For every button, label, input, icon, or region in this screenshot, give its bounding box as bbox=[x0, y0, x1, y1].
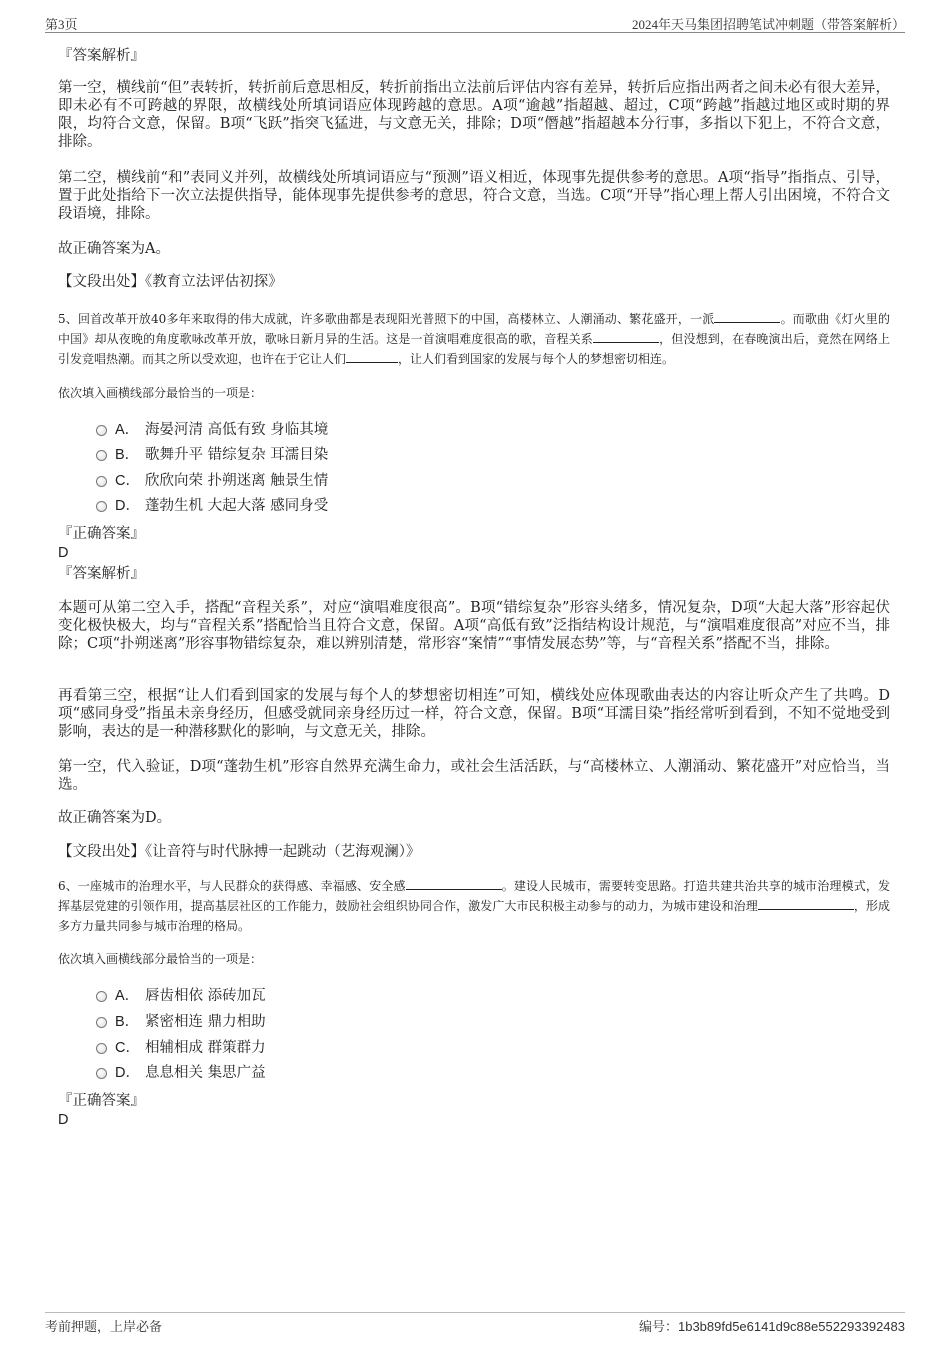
radio-icon[interactable] bbox=[96, 1017, 107, 1028]
option-b[interactable]: B． 歌舞升平 错综复杂 耳濡目染 bbox=[96, 446, 328, 464]
option-d[interactable]: D． 蓬勃生机 大起大落 感同身受 bbox=[96, 497, 328, 515]
radio-icon[interactable] bbox=[96, 501, 107, 512]
fill-blank bbox=[758, 897, 854, 910]
analysis-paragraph: 第一空，横线前“但”表转折，转折前后意思相反，转折前指出立法前后评估内容有差异，转折后应指出两者之间未必有很大差异，即未必有不可跨越的界限，故横线处所填词语应体现跨越的意思。A项“逾越”指超越、超过，C项“跨越”指越过地区或时期的界限，均符合文意，保留。B项“飞跃”指突飞猛进，与文意无关，排除；D项“僭越”指超越本分行事，多指以下犯上，不符合文意，排除。 bbox=[58, 80, 890, 150]
footer-slogan: 考前押题，上岸必备 bbox=[45, 1320, 163, 1335]
document-id: 编号：1b3b89fd5e6141d9c88e552293392483 bbox=[638, 1319, 905, 1334]
question-prompt: 依次填入画横线部分最恰当的一项是： bbox=[58, 952, 263, 966]
question-prompt: 依次填入画横线部分最恰当的一项是： bbox=[58, 386, 263, 400]
source-citation: 【文段出处】《教育立法评估初探》 bbox=[58, 274, 283, 290]
radio-icon[interactable] bbox=[96, 991, 107, 1002]
fill-blank bbox=[406, 877, 502, 890]
radio-icon[interactable] bbox=[96, 1043, 107, 1054]
option-d[interactable]: D． 息息相关 集思广益 bbox=[96, 1064, 266, 1082]
page-header bbox=[45, 12, 905, 33]
answer-label: 『正确答案』 bbox=[58, 1093, 145, 1109]
option-a[interactable]: A． 唇齿相依 添砖加瓦 bbox=[96, 987, 266, 1005]
document-title: 2024年天马集团招聘笔试冲刺题（带答案解析） bbox=[631, 17, 905, 32]
question-stem: 6、一座城市的治理水平，与人民群众的获得感、幸福感、安全感 。建设人民城市，需要转变思路。打造共建共治共享的城市治理模式，发挥基层党建的引领作用，提高基层社区的工作能力，鼓励社会组织协同合作，激发广大市民积极主动参与的动力，为城市建设和治理 ，形成多方力量共同参与城市治理的格局。 bbox=[58, 879, 890, 933]
fill-blank bbox=[714, 310, 780, 323]
radio-icon[interactable] bbox=[96, 425, 107, 436]
question-stem: 5、回首改革开放40多年来取得的伟大成就，许多歌曲都是表现阳光普照下的中国，高楼林立、人潮涌动、繁花盛开，一派 。而歌曲《灯火里的中国》却从夜晚的角度歌咏改革开放，歌咏日新月异的生活。这是一首演唱难度很高的歌，音程关系 ，但没想到，在春晚演出后，竟然在网络上引发竞唱热潮。而其之所以受欢迎，也许在于它让人们 ，让人们看到国家的发展与每个人的梦想密切相连。 bbox=[58, 312, 890, 366]
option-b[interactable]: B． 紧密相连 鼎力相助 bbox=[96, 1013, 266, 1031]
correct-answer: D bbox=[58, 1112, 69, 1128]
conclusion: 故正确答案为A。 bbox=[58, 241, 170, 257]
fill-blank bbox=[593, 330, 659, 343]
radio-icon[interactable] bbox=[96, 450, 107, 461]
analysis-paragraph: 第一空，代入验证，D项“蓬勃生机”形容自然界充满生命力，或社会生活活跃，与“高楼林立、人潮涌动、繁花盛开”对应恰当，当选。 bbox=[58, 759, 890, 793]
page-footer bbox=[45, 1312, 905, 1335]
radio-icon[interactable] bbox=[96, 476, 107, 487]
option-c[interactable]: C． 相辅相成 群策群力 bbox=[96, 1039, 266, 1057]
source-citation: 【文段出处】《让音符与时代脉搏一起跳动（艺海观澜）》 bbox=[58, 844, 421, 860]
fill-blank bbox=[346, 350, 398, 363]
radio-icon[interactable] bbox=[96, 1068, 107, 1079]
conclusion: 故正确答案为D。 bbox=[58, 810, 172, 826]
correct-answer: D bbox=[58, 545, 69, 561]
answer-label: 『正确答案』 bbox=[58, 526, 145, 542]
analysis-label: 『答案解析』 bbox=[58, 48, 145, 64]
option-a[interactable]: A． 海晏河清 高低有致 身临其境 bbox=[96, 421, 328, 439]
analysis-paragraph: 再看第三空，根据“让人们看到国家的发展与每个人的梦想密切相连”可知，横线处应体现歌曲表达的内容让听众产生了共鸣。D项“感同身受”指虽未亲身经历，但感受就同亲身经历过一样，符合文意，保留。B项“耳濡目染”指经常听到看到，不知不觉地受到影响，表达的是一种潜移默化的影响，与文意无关，排除。 bbox=[58, 688, 890, 740]
page-number: 第3页 bbox=[45, 17, 78, 32]
analysis-paragraph: 第二空，横线前“和”表同义并列，故横线处所填词语应与“预测”语义相近，体现事先提供参考的意思。A项“指导”指指点、引导，置于此处指给下一次立法提供指导，能体现事先提供参考的意思，符合文意，当选。C项“开导”指心理上帮人引出困境，不符合文段语境，排除。 bbox=[58, 170, 890, 222]
analysis-label: 『答案解析』 bbox=[58, 566, 145, 582]
analysis-paragraph: 本题可从第二空入手，搭配“音程关系”，对应“演唱难度很高”。B项“错综复杂”形容头绪多，情况复杂，D项“大起大落”形容起伏变化极快极大，均与“音程关系”搭配恰当且符合文意，保留。A项“高低有致”泛指结构设计规范，与“演唱难度很高”对应不当，排除；C项“扑朔迷离”形容事物错综复杂，难以辨别清楚，常形容“案情”“事情发展态势”等，与“音程关系”搭配不当，排除。 bbox=[58, 600, 890, 652]
option-c[interactable]: C． 欣欣向荣 扑朔迷离 触景生情 bbox=[96, 472, 328, 490]
